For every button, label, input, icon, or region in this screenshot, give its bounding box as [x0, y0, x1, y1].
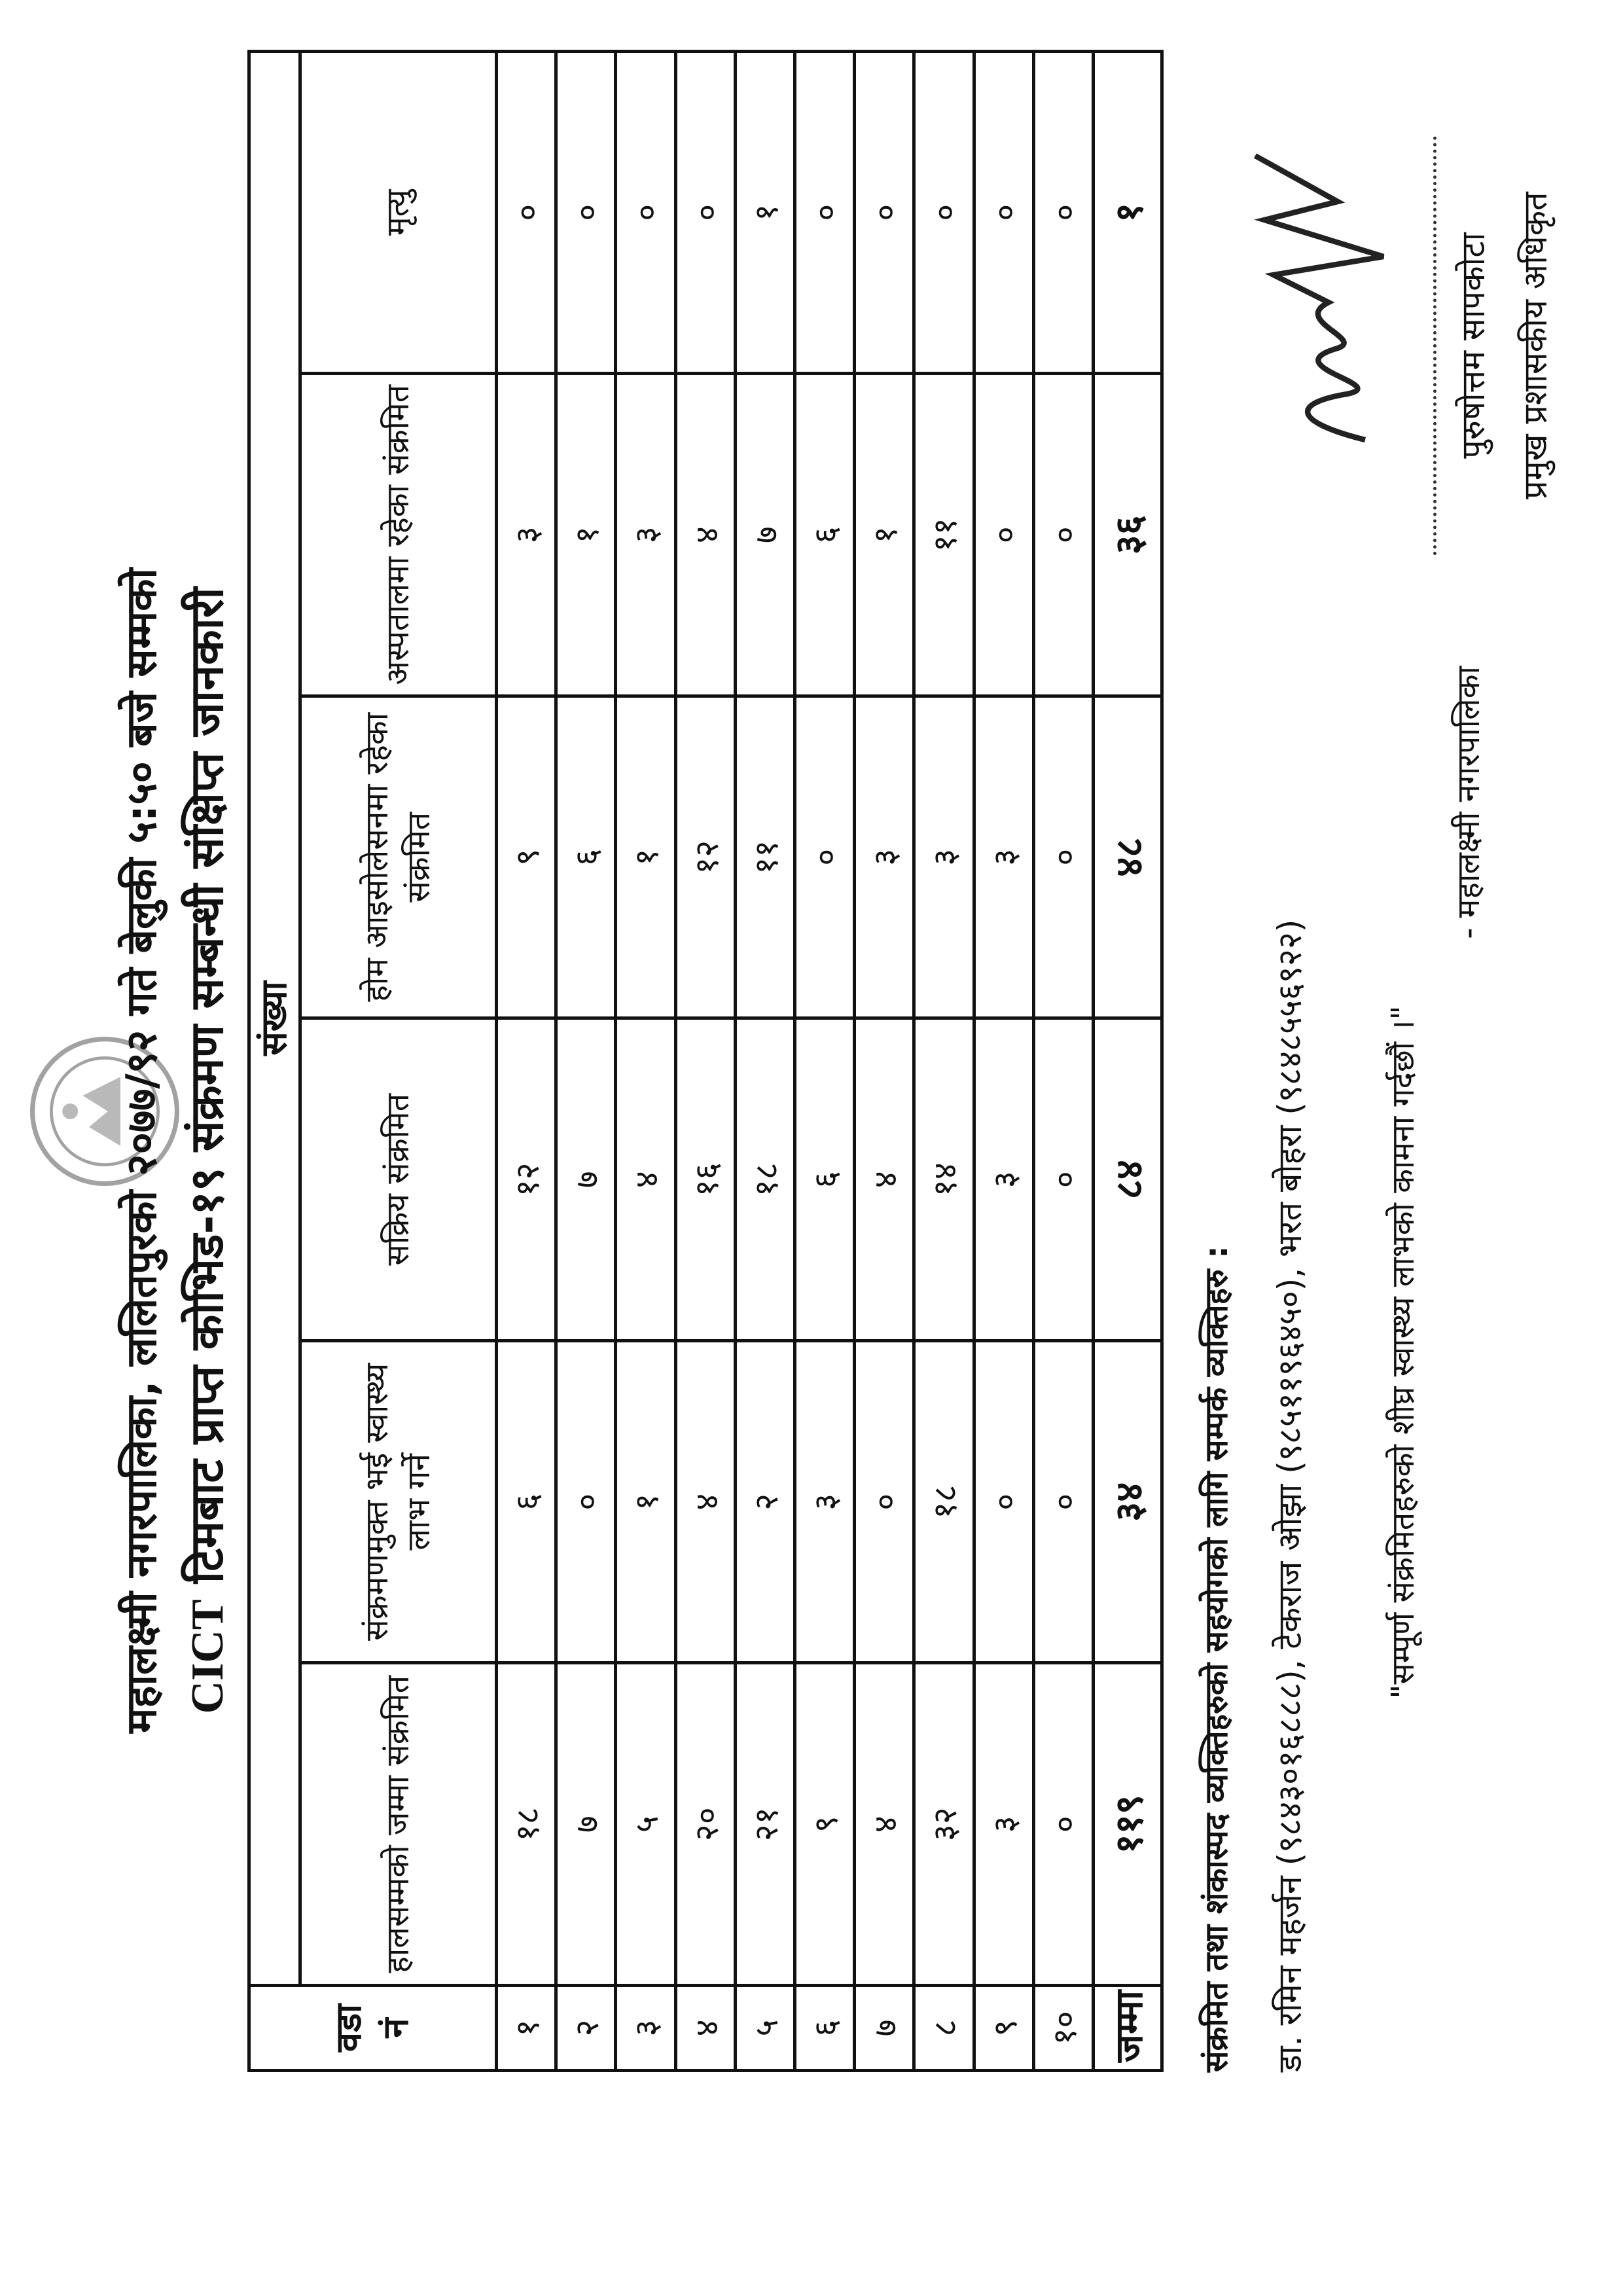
value-cell: १ [735, 52, 794, 374]
value-cell: ० [496, 52, 556, 374]
value-cell: ७ [556, 1018, 616, 1341]
contacts-line: डा. रमिन महर्जन (९८४३०१६८८८), टेकराज ओझा (९८५११९६४५०), भरत बोहरा (९८४८५५६९२२) [1271, 919, 1309, 2072]
value-cell: ० [914, 52, 974, 374]
signatory-name: पुरुषोत्तम सापकोटा [1454, 232, 1492, 459]
value-cell: ० [855, 52, 914, 374]
table-group-header-row [249, 52, 300, 2071]
value-cell: २ [735, 1341, 794, 1664]
column-header: अस्पतालमा रहेका संक्रमित [300, 374, 496, 696]
value-cell: ४ [855, 1663, 914, 1986]
value-cell: ० [794, 52, 854, 374]
table-column-header-row [300, 52, 496, 2071]
value-cell: १२ [496, 1018, 556, 1341]
total-value-cell: ३६ [1093, 374, 1162, 696]
total-value-cell: ३४ [1093, 1341, 1162, 1664]
column-header: सक्रिय संक्रमित [300, 1018, 496, 1341]
value-cell: २१ [735, 1663, 794, 1986]
count-group-header: संख्या [249, 52, 300, 1986]
value-cell: ० [616, 52, 675, 374]
table-row [914, 52, 974, 2071]
table-row [616, 52, 675, 2071]
value-cell: ० [974, 1341, 1033, 1664]
table-row [1033, 52, 1093, 2071]
total-label-cell: जम्मा [1093, 1986, 1162, 2071]
ward-number-cell: ८ [914, 1986, 974, 2071]
value-cell: ११ [914, 374, 974, 696]
value-cell: ६ [794, 1018, 854, 1341]
value-cell: ६ [794, 374, 854, 696]
ward-number-cell: ४ [675, 1986, 735, 2071]
value-cell: ३ [616, 374, 675, 696]
total-value-cell: १ [1093, 52, 1162, 374]
value-cell: १४ [914, 1018, 974, 1341]
value-cell: ४ [675, 1341, 735, 1664]
value-cell: ० [974, 52, 1033, 374]
total-value-cell: ४८ [1093, 696, 1162, 1019]
value-cell: ० [675, 52, 735, 374]
value-cell: ४ [855, 1018, 914, 1341]
ward-number-cell: ६ [794, 1986, 854, 2071]
value-cell: ७ [556, 1663, 616, 1986]
value-cell: १ [855, 374, 914, 696]
covid-summary-table [247, 50, 1164, 2072]
ward-number-cell: २ [556, 1986, 616, 2071]
total-row [1093, 52, 1162, 2071]
document-title-line1: महालक्ष्मी नगरपालिका, ललितपुरको २०७७/९२ गते बेलुकी ५:५० बजे सम्मको [118, 568, 166, 1733]
value-cell: ११ [735, 696, 794, 1019]
table-row [974, 52, 1033, 2071]
title-rest: टिमबाट प्राप्त कोभिड-१९ संक्रमण सम्बन्धी संक्षिप्त जानकारी [180, 587, 234, 1600]
value-cell: १८ [914, 1341, 974, 1664]
signature-icon [1230, 110, 1427, 476]
ward-number-cell: १० [1033, 1986, 1093, 2071]
column-header: होम आइसोलेसनमा रहेका संक्रमित [300, 696, 496, 1019]
table-row [556, 52, 616, 2071]
value-cell: ३ [974, 1663, 1033, 1986]
value-cell: ६ [556, 696, 616, 1019]
value-cell: १ [616, 1341, 675, 1664]
value-cell: ३ [974, 696, 1033, 1019]
value-cell: ० [1033, 1663, 1093, 1986]
value-cell: २० [675, 1663, 735, 1986]
value-cell: ३२ [914, 1663, 974, 1986]
ward-number-cell: ७ [855, 1986, 914, 2071]
value-cell: ० [1033, 1018, 1093, 1341]
title-abbreviation: CICT [183, 1599, 233, 1714]
value-cell: ६ [496, 1341, 556, 1664]
value-cell: ० [974, 374, 1033, 696]
table-row [794, 52, 854, 2071]
slogan: "सम्पूर्ण संक्रमितहरुको शीघ्र स्वास्थ्य लाभको कामना गर्दछौं ।" [1385, 1005, 1421, 1699]
value-cell: ७ [735, 374, 794, 696]
ward-number-cell: ९ [974, 1986, 1033, 2071]
table-body [496, 52, 1162, 2071]
ward-number-cell: १ [496, 1986, 556, 2071]
value-cell: ४ [675, 374, 735, 696]
ward-number-cell: ५ [735, 1986, 794, 2071]
ward-header: वडा नं [249, 1986, 497, 2071]
value-cell: ५ [616, 1663, 675, 1986]
value-cell: ४ [616, 1018, 675, 1341]
value-cell: ३ [855, 696, 914, 1019]
table-row [675, 52, 735, 2071]
table-row [735, 52, 794, 2071]
signatory-title: प्रमुख प्रशासकीय अधिकृत [1516, 192, 1554, 499]
value-cell: १२ [675, 696, 735, 1019]
column-header: संक्रमणमुक्त भई स्वास्थ्य लाभ गर्ने [300, 1341, 496, 1664]
total-value-cell: ११९ [1093, 1663, 1162, 1986]
value-cell: १ [556, 374, 616, 696]
document-title-line2 [173, 97, 236, 2204]
value-cell: ० [794, 696, 854, 1019]
value-cell: ९ [794, 1663, 854, 1986]
table-row [855, 52, 914, 2071]
total-value-cell: ८४ [1093, 1018, 1162, 1341]
value-cell: ० [556, 1341, 616, 1664]
table-row [496, 52, 556, 2071]
value-cell: ० [556, 52, 616, 374]
value-cell: ० [855, 1341, 914, 1664]
value-cell: १८ [496, 1663, 556, 1986]
value-cell: १६ [675, 1018, 735, 1341]
signature-line [1433, 136, 1436, 555]
value-cell: ९ [496, 696, 556, 1019]
value-cell: ० [1033, 696, 1093, 1019]
value-cell: ३ [794, 1341, 854, 1664]
value-cell: ० [1033, 374, 1093, 696]
value-cell: १८ [735, 1018, 794, 1341]
contacts-heading: संक्रमित तथा शंकास्पद व्यक्तिहरुको सहयोगको लागि सम्पर्क व्यक्तिहरु : [1198, 1246, 1235, 2072]
value-cell: ० [1033, 1341, 1093, 1664]
value-cell: ० [1033, 52, 1093, 374]
value-cell: १ [616, 696, 675, 1019]
ward-number-cell: ३ [616, 1986, 675, 2071]
column-header: हालसम्मको जम्मा संक्रमित [300, 1663, 496, 1986]
slogan-source: - महालक्ष्मी नगरपालिका [1450, 666, 1487, 939]
value-cell: ३ [974, 1018, 1033, 1341]
value-cell: ३ [914, 696, 974, 1019]
column-header: मृत्यु [300, 52, 496, 374]
value-cell: ३ [496, 374, 556, 696]
